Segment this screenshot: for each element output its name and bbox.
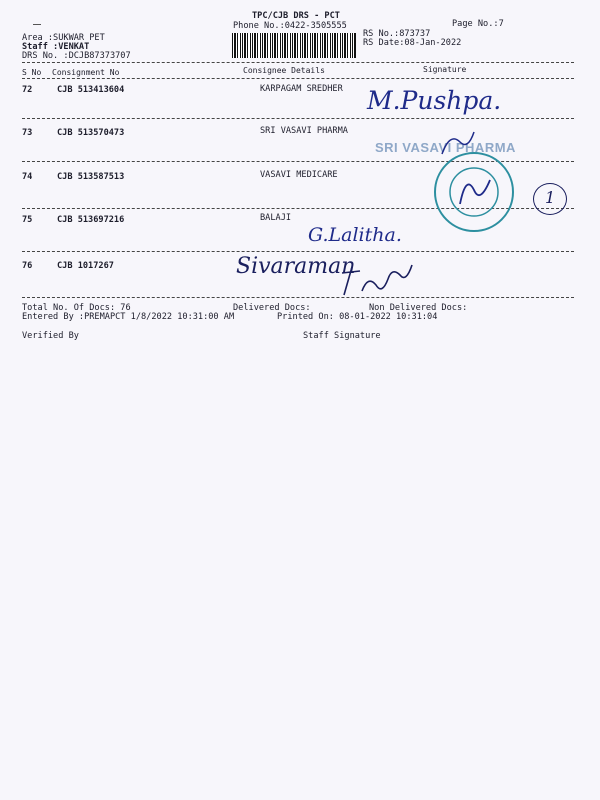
delivered-docs: Delivered Docs:	[233, 303, 311, 313]
rs-number: RS No.:873737	[363, 29, 431, 39]
corner-mark	[33, 24, 41, 25]
rs-date: RS Date:08-Jan-2022	[363, 38, 462, 48]
col-header-sno: S No	[22, 68, 42, 77]
area-label: Area :SUKWAR PET	[22, 33, 105, 43]
signature-scribble	[338, 255, 418, 305]
entered-by: Entered By :PREMAPCT 1/8/2022 10:31:00 AM	[22, 312, 235, 322]
staff-label: Staff :VENKAT	[22, 42, 90, 52]
row-sno: 73	[22, 128, 33, 138]
divider-line	[22, 62, 574, 63]
total-docs: Total No. Of Docs: 76	[22, 303, 131, 313]
col-header-signature: Signature	[423, 65, 467, 74]
row-divider	[22, 251, 574, 252]
row-consignment: CJB 1017267	[57, 261, 114, 271]
page-number: Page No.:7	[452, 19, 504, 29]
row-divider	[22, 297, 574, 298]
row-consignment: CJB 513587513	[57, 172, 125, 182]
document-title: TPC/CJB DRS - PCT	[252, 11, 340, 21]
col-header-consignment: Consignment No	[52, 68, 120, 77]
pharma-stamp: SRI VASAVI PHARMA	[375, 140, 516, 155]
signature-handwritten: Sivaraman	[236, 254, 356, 279]
company-seal	[432, 150, 516, 234]
row-consignment: CJB 513413604	[57, 85, 125, 95]
row-consignee: BALAJI	[260, 213, 292, 223]
phone-number: Phone No.:0422-3505555	[233, 21, 347, 31]
verified-by: Verified By	[22, 331, 79, 341]
circled-mark-digit: 1	[545, 188, 556, 207]
drs-number: DRS No. :DCJB87373707	[22, 51, 131, 61]
row-sno: 72	[22, 85, 33, 95]
row-sno: 74	[22, 172, 33, 182]
row-divider	[22, 118, 574, 119]
seal-graphic	[432, 150, 516, 234]
circled-mark	[533, 183, 567, 215]
staff-signature: Staff Signature	[303, 331, 381, 341]
barcode	[232, 33, 356, 58]
row-sno: 75	[22, 215, 33, 225]
row-consignment: CJB 513570473	[57, 128, 125, 138]
seal-text	[432, 228, 452, 229]
row-sno: 76	[22, 261, 33, 271]
row-consignee: VASAVI MEDICARE	[260, 170, 338, 180]
row-consignee: KARPAGAM SREDHER	[260, 84, 343, 94]
signature-handwritten: G.Lalitha.	[308, 224, 402, 246]
divider-line	[22, 78, 574, 79]
row-consignee: SRI VASAVI PHARMA	[260, 126, 348, 136]
row-consignment: CJB 513697216	[57, 215, 125, 225]
signature-handwritten: M.Pushpa.	[367, 86, 502, 115]
col-header-consignee: Consignee Details	[243, 66, 325, 75]
non-delivered-docs: Non Delivered Docs:	[369, 303, 468, 313]
printed-on: Printed On: 08-01-2022 10:31:04	[277, 312, 438, 322]
